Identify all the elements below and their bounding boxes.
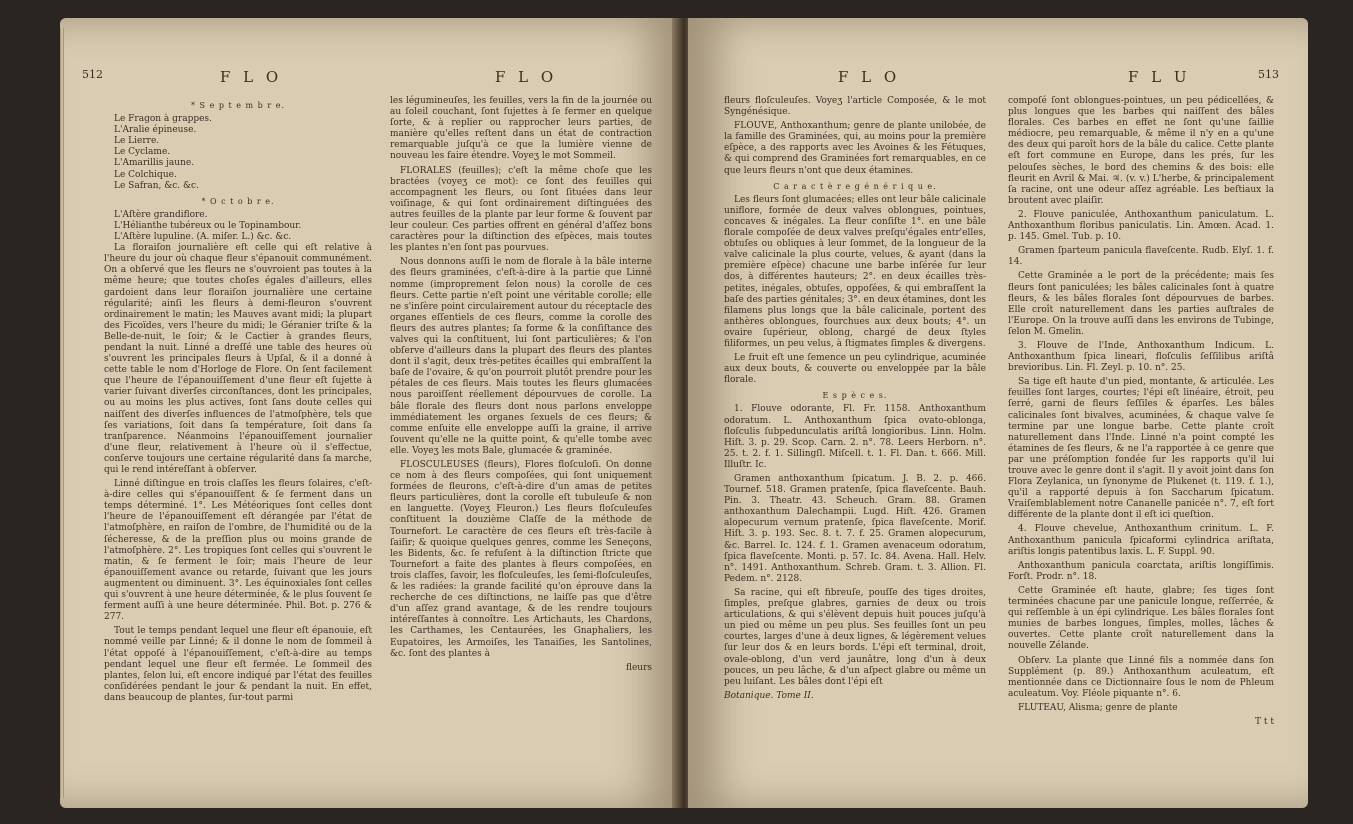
paragraph: 4. Flouve chevelue, Anthoxanthum crinitum. L. F. Anthoxanthum panicula ſpicaformi cylindrica ariſtata, ariſtis longis patentibus laxis. L. F. Suppl. 90.: [1008, 524, 1274, 557]
list-item: Le Safran, &c. &c.: [114, 180, 199, 191]
list-item: L'Aſtère lupuline. (A. miſer. L.) &c. &c.: [114, 232, 292, 243]
list-item: L'Aſtère grandiflore.: [114, 209, 208, 220]
list-item: L'Aralie épineuse.: [114, 125, 197, 136]
section-heading: * O c t o b r e.: [201, 196, 275, 206]
paragraph: FLOSCULEUSES (fleurs), Flores floſculoſi. On donne ce nom à des fleurs compoſées, qui ſont uniquement formées de fleurons, c'eſt-à-dire d'un amas de petites fleurs particulières, dont la corolle eſt tubuleuſe & non en languette. (Voyeʒ Fleuron.) Les fleurs floſculeuſes conſtituent la douzième Claſſe de la méthode de Tournefort. Le caractère de ces fleurs eſt très-facile à ſaiſir; & quoique quelques genres, comme les Seneçons, les Bidents, &c. ſe refuſent à la diſtinction ſtricte que Tournefort a faite des plantes à fleurs compoſées, en trois claſſes, ſavoir, les floſculeuſes, les ſemi-floſculeuſes, & les radiées: la grande facilité qu'on éprouve dans la recherche de ces diſtinctions, ne laiſſe pas que d'être d'un aſſez grand avantage, & de les rendre toujours intéreſſantes à connoître. Les Artichauts, les Chardons, les Carthames, les Centaurées, les Gnaphaliers, les Eupatoires, les Armoiſes, les Tanaiſies, les Santolines, &c. ſont des plantes à: [390, 460, 652, 659]
right-column-2: [1008, 96, 1274, 728]
paragraph: Obſerv. La plante que Linné fils a nommée dans ſon Supplément (p. 89.) Anthoxanthum aculeatum, eſt mentionnée dans ce Dictionnaire ſous le nom de Phleum aculeatum. Voy. Fléole piquante n°. 6.: [1008, 655, 1274, 699]
right-column-1: [724, 96, 986, 702]
paragraph: compoſé ſont oblongues-pointues, un peu pédicellées, & plus longues que les barbes qui naiſſent des bâles florales. Ces barbes en effet ne ſont qu'une ſaillie médiocre, peu remarquable, & même il n'y en a qu'une des deux qui paroît hors de la bâle du calice. Cette plante eſt fort commune en Europe, dans les prés, ſur les pelouſes sèches, le bord des chemins & des bois: elle fleurit en Avril & Mai. ♃. (v. v.) L'herbe, & principalement ſa racine, ont une odeur aſſez agréable. Les beſtiaux la broutent avec plaiſir.: [1008, 96, 1274, 206]
paragraph: Cette Graminée a le port de la précédente; mais ſes fleurs ſont paniculées; les bâles calicinales ſont à quatre fleurs, & les bâles florales ſont dépourvues de barbes. Elle croît naturellement dans les parties auſtrales de l'Europe. On la trouve auſſi dans les environs de Tubinge, ſelon M. Gmelin.: [1008, 271, 1274, 337]
page-edges-left: [60, 28, 64, 798]
list-item: Le Fragon à grappes.: [114, 114, 212, 125]
running-head-left-col2: F L O: [495, 68, 558, 86]
paragraph: Anthoxanthum panicula coarctata, ariſtis longiſſimis. Forſt. Prodr. n°. 18.: [1008, 560, 1274, 582]
paragraph: Gramen ſparteum panicula flaveſcente. Rudb. Elyſ. 1. f. 14.: [1008, 246, 1274, 268]
page-footer: Botanique. Tome II.: [724, 690, 814, 701]
right-page: [688, 18, 1308, 808]
paragraph: FLOUVE, Anthoxanthum; genre de plante unilobée, de la famille des Graminées, qui, au moins pour la première eſpèce, a des rapports avec les Avoines & les Fétuques, & qui comprend des Graminées fort remarquables, en ce que leurs fleurs n'ont que deux étamines.: [724, 121, 986, 176]
list-item: Le Colchique.: [114, 169, 177, 180]
section-heading: E s p è c e s.: [822, 391, 888, 401]
paragraph: Sa racine, qui eſt fibreuſe, pouſſe des tiges droites, ſimples, preſque glabres, garnies de deux ou trois articulations, & qui s'élèvent depuis huit pouces juſqu'à un pied ou même un peu plus. Ses feuilles ſont un peu courtes, larges d'une à deux lignes, & légèrement velues ſur leur dos & en leurs bords. L'épi eſt terminal, droit, ovale-oblong, d'un verd jaunâtre, long d'un à deux pouces, un peu lâche, & d'un aſpect glabre ou même un peu luiſant. Les bâles dont l'épi eſt: [724, 587, 986, 687]
signature-mark: T t t: [1255, 716, 1274, 727]
paragraph: fleurs floſculeuſes. Voyeʒ l'article Composée, & le mot Syngénésique.: [724, 96, 986, 118]
paragraph: 3. Flouve de l'Inde, Anthoxanthum Indicum. L. Anthoxanthum ſpica lineari, floſculis ſeſſilibus ariſtâ brevioribus. Lin. Fl. Zeyl. p. 10. n°. 25.: [1008, 340, 1274, 374]
paragraph: Linné diſtingue en trois claſſes les fleurs ſolaires, c'eſt-à-dire celles qui s'épanouiſſent & ſe ferment dans un temps déterminé. 1°. Les Météoriques ſont celles dont l'heure de l'épanouiſſement eſt dérangée par l'état de l'atmoſphère, en raiſon de l'ombre, de l'humidité ou de la ſécheresse, & de la preſſion plus ou moins grande de l'atmoſphère. 2°. Les tropiques ſont celles qui s'ouvrent le matin, & ſe ferment le ſoir; mais l'heure de leur épanouiſſement avance ou retarde, ſuivant que les jours augmentent ou diminuent. 3°. Les équinoxiales ſont celles qui s'ouvrent à une heure déterminée, & le plus ſouvent ſe ferment auſſi à une heure déterminée. Phil. Bot. p. 276 & 277.: [104, 479, 372, 623]
paragraph: 1. Flouve odorante, Fl. Fr. 1158. Anthoxanthum odoratum. L. Anthoxanthum ſpica ovato-oblonga, floſculis ſubpedunculatis ariſtâ longioribus. Linn. Holm. Hiſt. 3. p. 29. Scop. Carn. 2. n°. 78. Leers Herborn. n°. 25. t. 2. f. 1. Sillingſl. Miſcell. t. 1. Fl. Dan. t. 666. Mill. Illuſtr. Ic.: [724, 404, 986, 470]
paragraph: FLUTEAU, Alisma; genre de plante: [1018, 702, 1178, 713]
open-book: [60, 18, 1310, 818]
section-heading: * S e p t e m b r e.: [191, 101, 285, 110]
paragraph: FLORALES (feuilles); c'eſt la même choſe que les bractées (voyeʒ ce mot): ce ſont des feuilles qui accompagnent les fleurs, ou ſont ſituées dans leur voiſinage, & qui ſont ordinairement diſtinguées des autres feuilles de la plante par leur forme & ſouvent par leur couleur. Ces parties offrent en général d'aſſez bons caractères pour la diſtinction des eſpèces, mais toutes les plantes n'en ſont pas pourvues.: [390, 165, 652, 254]
list-item: Le Cyclame.: [114, 147, 171, 158]
paragraph: Le fruit eſt une ſemence un peu cylindrique, acuminée aux deux bouts, & couverte ou enveloppée par la bâle florale.: [724, 353, 986, 386]
paragraph: Gramen anthoxanthum ſpicatum. J. B. 2. p. 466. Tournef. 518. Gramen pratenſe, ſpica flaveſcente. Bauh. Pin. 3. Theatr. 43. Scheuch. Gram. 88. Gramen anthoxanthum Dalechampii. Lugd. Hiſt. 426. Gramen alopecurum vernum pratenſe, ſpica flaveſcente. Morif. Hiſt. 3. p. 193. Sec. 8. t. 7. f. 25. Gramen alopecurum, &c. Barrel. Ic. 124. f. 1. Gramen avenaceum odoratum, ſpica flaveſcente. Monti. p. 57. Ic. 84. Avena. Hall. Helv. n°. 1491. Anthoxanthum. Schreb. Gram. t. 3. Allion. Fl. Pedem. n°. 2128.: [724, 474, 986, 584]
paragraph: Tout le temps pendant lequel une fleur eſt épanouie, eſt nommé veille par Linné; & il donne le nom de ſommeil à l'état oppoſé à l'épanouiſſement, c'eſt-à-dire au temps pendant lequel une fleur eſt fermée. Le ſommeil des plantes, ſelon lui, eſt encore indiqué par l'état des feuilles conſidérées pendant le jour & pendant la nuit. En effet, dans beaucoup de plantes, ſur-tout parmi: [104, 626, 372, 703]
catchword: fleurs: [625, 662, 652, 673]
plant-list-october: [104, 210, 372, 243]
paragraph: Sa tige eſt haute d'un pied, montante, & articulée. Les feuilles ſont larges, courtes; l'épi eſt linéaire, étroit, peu ſerré, garni de fleurs ſeſſiles & éparſes. Les bâles calicinales ſont bivalves, acuminées, & chaque valve ſe termine par une longue barbe. Cette plante croît naturellement dans l'Inde. Linné n'a point compté les étamines de ſes fleurs, & ne l'a rapportée à ce genre que par une préſomption fondée ſur les rapports qu'il lui trouve avec le genre dont il s'agit. Il y avoit joint dans ſon Flora Zeylanica, un ſynonyme de Plukenet (t. 119. f. 1.), qu'il a rapporté depuis à ſon Saccharum ſpicatum. Vraiſemblablement notre Cananelle panicée n°. 7, eſt fort différente de la plante dont il eſt ici queſtion.: [1008, 377, 1274, 521]
plant-list-september: [104, 114, 372, 192]
page-number-right: 513: [1258, 68, 1279, 81]
paragraph: 2. Flouve paniculée, Anthoxanthum paniculatum. L. Anthoxanthum floribus paniculatis. Lin. Amœn. Acad. 1. p. 145. Gmel. Tub. p. 10.: [1008, 209, 1274, 243]
left-page: [60, 18, 680, 808]
list-item: L'Hélianthe tubéreux ou le Topinambour.: [114, 220, 302, 231]
running-head-right-col2: F L U: [1128, 68, 1191, 86]
page-number-left: 512: [82, 68, 103, 81]
paragraph: les légumineuſes, les feuilles, vers la fin de la journée ou au ſoleil couchant, ſont ſujettes à ſe fermer en quelque ſorte, & à replier ou rapprocher leurs parties, de manière qu'elles reſtent dans un état de contraction remarquable juſqu'à ce que la lumière vienne de nouveau les faire étendre. Voyeʒ le mot Sommeil.: [390, 96, 652, 162]
left-column-2: [390, 96, 652, 674]
section-heading: C a r a c t è r e g é n é r i q u e.: [773, 181, 937, 191]
paragraph: Nous donnons auſſi le nom de florale à la bâle interne des fleurs graminées, c'eſt-à-dire à la partie que Linné nomme (improprement ſelon nous) la corolle de ces fleurs. Cette partie n'eſt point une véritable corolle; elle ne s'inſère point circulairement autour du réceptacle des organes eſſentiels de ces fleurs, comme la corolle des fleurs des autres plantes; ſa forme & la conſiſtance des valves qui la conſtituent, lui ſont particulières; & l'on obſerve d'ailleurs dans la plupart des fleurs des plantes dont il s'agit, deux très-petites écailles qui embraſſent la baſe de l'ovaire, & qu'on pourroit plutôt prendre pour les pétales de ces fleurs. Mais toutes les fleurs glumacées nous paroiſſent réellement dépourvues de corolle. La bâle florale des fleurs dont nous parlons enveloppe immédiatement les organes ſexuels de ces fleurs; & comme enſuite elle enveloppe auſſi la graine, il arrive ſouvent qu'elle ne la quitte point, & qu'elle tombe avec elle. Voyeʒ les mots Bale, glumacée & graminée.: [390, 257, 652, 456]
list-item: Le Lierre.: [114, 136, 160, 147]
paragraph: La floraiſon journalière eſt celle qui eſt relative à l'heure du jour où chaque fleur s'épanouit communément. On a obſervé que les fleurs ne s'ouvroient pas toutes à la même heure; que toutes choſes égales d'ailleurs, elles gardoient dans leur floraiſon journalière une certaine régularité; ainſi les fleurs à demi-fleuron s'ouvrent ordinairement le matin; les Mauves avant midi; la plupart des Ficoïdes, vers l'heure du midi; le Géranier triſte & la Belle-de-nuit, le ſoir; & le Cactier à grandes fleurs, pendant la nuit. Linné a dreſſé une table des heures où s'ouvrent les principales fleurs à Upſal, & il a donné à cette table le nom d'Horloge de Flore. On ſent facilement que l'heure de l'épanouiſſement d'une fleur eſt ſujette à varier ſuivant diverſes circonſtances, dont les principales, ou au moins les plus actives, ſont ſans doute celles qui naiſſent des diverſes influences de l'atmoſphère, tels que ſes variations, ſoit dans ſa température, ſoit dans ſa tranſparence. Néanmoins l'épanouiſſement journalier d'une fleur, relativement à l'heure où il s'effectue, conſerve toujours une certaine régularité dans ſa marche, qui le rend intéreſſant à obſerver.: [104, 243, 372, 475]
running-head-left-col1: F L O: [220, 68, 283, 86]
left-column-1: [104, 96, 372, 707]
paragraph: Les fleurs ſont glumacées; elles ont leur bâle calicinale uniflore, formée de deux valves oblongues, pointues, concaves & inégales. La fleur conſiſte 1°. en une bâle florale compoſée de deux valves preſqu'égales entr'elles, obtuſes ou obliques à leur ſommet, de la longueur de la valve calicinale la plus courte, velues, & ayant (dans la première eſpèce) chacune une barbe inſérée ſur leur dos, à différentes hauteurs; 2°. en deux écailles très-petites, inégales, obtuſes, oppoſées, & qui embraſſent la baſe des parties génitales; 3°. en deux étamines, dont les filamens plus longs que la bâle calicinale, portent des anthères oblongues, fourchues aux deux bouts; 4°. un ovaire ſupérieur, oblong, chargé de deux ſtyles filiformes, un peu velus, à ſtigmates ſimples & divergens.: [724, 194, 986, 349]
running-head-right-col1: F L O: [838, 68, 901, 86]
paragraph: Cette Graminée eſt haute, glabre; ſes tiges ſont terminées chacune par une panicule longue, reſſerrée, & qui reſſemble à un épi cylindrique. Les bâles florales ſont munies de barbes longues, ſimples, molles, lâches & ouvertes. Cette plante croît naturellement dans la nouvelle Zélande.: [1008, 585, 1274, 652]
list-item: L'Amarillis jaune.: [114, 158, 195, 169]
